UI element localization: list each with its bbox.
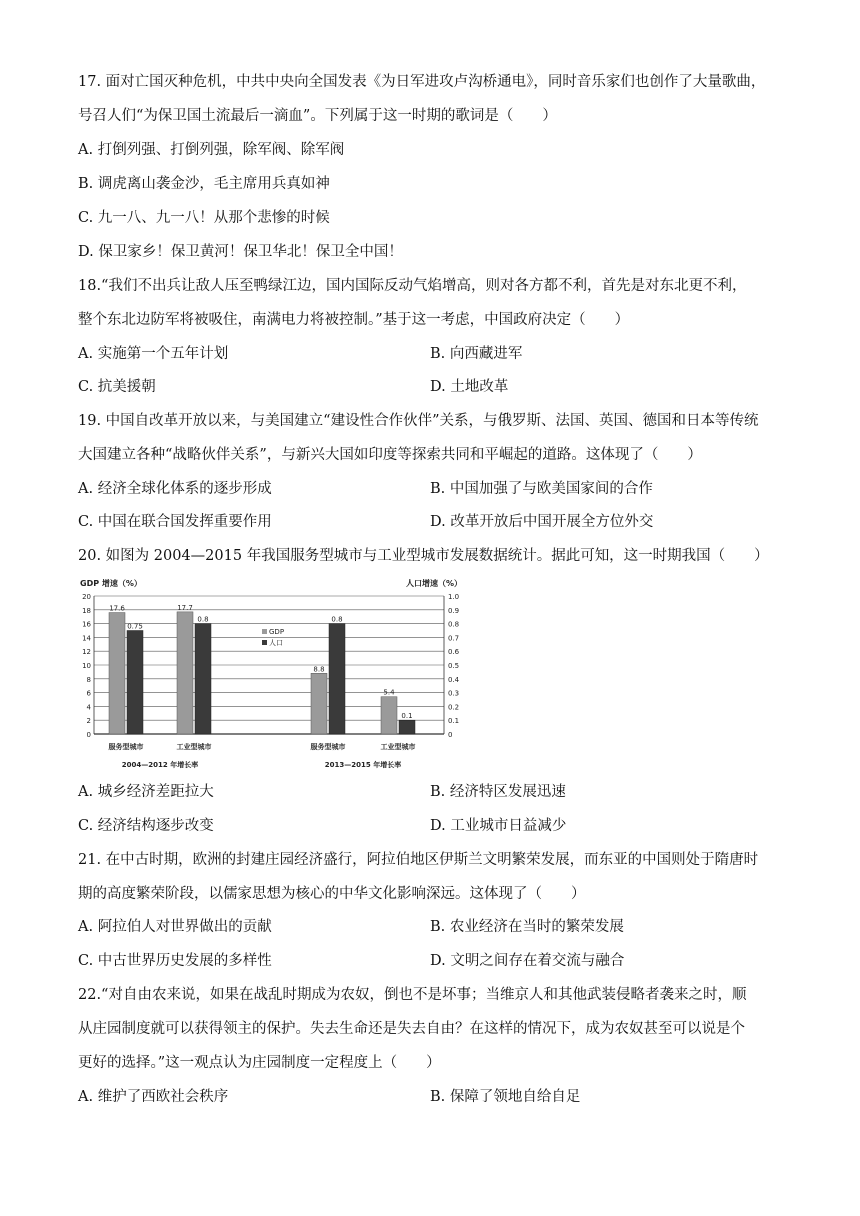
right-tick-label: 0.2 (448, 703, 460, 712)
right-tick-label: 0.1 (448, 717, 460, 726)
question-21-line-1: 21. 在中古时期，欧洲的封建庄园经济盛行，阿拉伯地区伊斯兰文明繁荣发展，而东亚的中国则处于隋唐时 (78, 852, 759, 868)
left-tick-label: 20 (82, 593, 91, 601)
option-17-c: C. 九一八、九一八！从那个悲惨的时候 (78, 210, 330, 226)
gdp-bar (311, 673, 327, 734)
question-21-line-2: 期的高度繁荣阶段，以儒家思想为核心的中华文化影响深远。这体现了（ ） (78, 886, 586, 902)
question-17-line-2: 号召人们“为保卫国土流最后一滴血”。下列属于这一时期的歌词是（ ） (78, 108, 557, 124)
left-tick-label: 8 (86, 675, 91, 684)
left-tick-label: 2 (86, 717, 91, 726)
gdp-bar (381, 697, 397, 734)
right-axis-ticks (448, 593, 460, 739)
left-tick-label: 12 (82, 648, 91, 657)
gdp-bar (177, 612, 193, 734)
category-label: 服务型城市 (310, 743, 346, 751)
population-data-label: 0.8 (331, 615, 343, 624)
option-21-a: A. 阿拉伯人对世界做出的贡献 (78, 919, 272, 935)
right-tick-label: 1.0 (448, 593, 460, 601)
group-label: 2004—2012 年增长率 (121, 761, 199, 769)
option-20-d: D. 工业城市日益减少 (430, 818, 567, 834)
option-18-c: C. 抗美援朝 (78, 379, 156, 395)
question-22-line-1: 22.“对自由农来说，如果在战乱时期成为农奴，倒也不是坏事；当维京人和其他武装侵略者袭来之时，顺 (78, 987, 747, 1003)
population-bar (399, 720, 415, 734)
question-22-line-3: 更好的选择。”这一观点认为庄园制度一定程度上（ ） (78, 1055, 441, 1071)
population-bar (329, 624, 345, 734)
option-19-d: D. 改革开放后中国开展全方位外交 (430, 514, 654, 530)
category-label: 工业型城市 (176, 743, 212, 751)
right-tick-label: 0.4 (448, 675, 460, 684)
gdp-data-label: 5.4 (383, 688, 395, 697)
right-tick-label: 0.9 (448, 606, 460, 615)
right-tick-label: 0.6 (448, 648, 460, 657)
option-18-b: B. 向西藏进军 (430, 346, 523, 362)
category-labels (109, 742, 416, 751)
question-20-line-1: 20. 如图为 2004—2015 年我国服务型城市与工业型城市发展数据统计。据此可知，这一时期我国（ ） (78, 548, 769, 564)
option-21-b: B. 农业经济在当时的繁荣发展 (430, 919, 624, 935)
right-tick-label: 0.5 (448, 662, 460, 670)
option-22-b: B. 保障了领地自给自足 (430, 1089, 581, 1105)
right-axis-label: 人口增速（%） (405, 579, 462, 588)
left-axis-ticks (82, 593, 91, 739)
population-data-label: 0.75 (127, 622, 143, 631)
option-18-a: A. 实施第一个五年计划 (78, 346, 229, 362)
option-17-d: D. 保卫家乡！保卫黄河！保卫华北！保卫全中国！ (78, 244, 403, 260)
option-18-d: D. 土地改革 (430, 379, 509, 395)
question-22-line-2: 从庄园制度就可以获得领主的保护。失去生命还是失去自由？在这样的情况下，成为农奴甚至可以说是个 (78, 1021, 745, 1037)
group-label: 2013—2015 年增长率 (324, 761, 402, 769)
gdp-data-label: 17.6 (109, 604, 125, 613)
option-19-a: A. 经济全球化体系的逐步形成 (78, 481, 272, 497)
category-label: 服务型城市 (108, 743, 144, 751)
gdp-bar (109, 613, 125, 734)
legend-gdp-swatch (262, 629, 267, 634)
group-labels (122, 760, 401, 769)
question-19-line-1: 19. 中国自改革开放以来，与美国建立“建设性合作伙伴”关系，与俄罗斯、法国、英国、德国和日本等传统 (78, 413, 759, 429)
option-21-d: D. 文明之间存在着交流与融合 (430, 953, 625, 969)
category-label: 工业型城市 (380, 743, 416, 751)
option-20-b: B. 经济特区发展迅速 (430, 784, 566, 800)
option-20-c: C. 经济结构逐步改变 (78, 818, 214, 834)
left-tick-label: 10 (82, 662, 91, 670)
right-tick-label: 0.3 (448, 689, 460, 698)
growth-chart (76, 576, 466, 774)
question-18-line-1: 18.“我们不出兵让敌人压至鸭绿江边，国内国际反动气焰增高，则对各方都不利，首先是对东北更不利， (78, 278, 747, 294)
option-19-b: B. 中国加强了与欧美国家间的合作 (430, 481, 653, 497)
right-tick-label: 0.7 (448, 634, 460, 643)
gdp-data-label: 8.8 (313, 665, 325, 674)
gdp-data-label: 17.7 (177, 603, 193, 612)
right-tick-label: 0.8 (448, 620, 460, 629)
left-tick-label: 4 (86, 703, 91, 712)
population-bar (195, 624, 211, 734)
option-20-a: A. 城乡经济差距拉大 (78, 784, 214, 800)
legend-pop-label: 人口 (269, 639, 283, 647)
option-19-c: C. 中国在联合国发挥重要作用 (78, 514, 272, 530)
option-21-c: C. 中古世界历史发展的多样性 (78, 953, 272, 969)
population-data-label: 0.1 (401, 712, 413, 721)
left-tick-label: 16 (82, 620, 91, 629)
left-tick-label: 0 (86, 731, 91, 739)
left-tick-label: 6 (86, 689, 91, 698)
right-tick-label: 0 (448, 731, 453, 739)
left-tick-label: 18 (82, 606, 91, 615)
option-17-a: A. 打倒列强、打倒列强，除军阀、除军阀 (78, 142, 345, 158)
legend-gdp-label: GDP (269, 628, 285, 636)
question-17-line-1: 17. 面对亡国灭种危机，中共中央向全国发表《为日军进攻卢沟桥通电》，同时音乐家们也创作了大量歌曲， (78, 74, 766, 90)
left-axis-label: GDP 增速（%） (80, 579, 142, 588)
question-19-line-2: 大国建立各种“战略伙伴关系”，与新兴大国如印度等探索共同和平崛起的道路。这体现了（ ） (78, 447, 702, 463)
option-17-b: B. 调虎离山袭金沙，毛主席用兵真如神 (78, 176, 330, 192)
option-22-a: A. 维护了西欧社会秩序 (78, 1089, 229, 1105)
population-bar (127, 631, 143, 735)
population-data-label: 0.8 (197, 615, 209, 624)
legend-pop-swatch (262, 640, 267, 645)
question-18-line-2: 整个东北边防军将被吸住，南满电力将被控制。”基于这一考虑，中国政府决定（ ） (78, 312, 630, 328)
left-tick-label: 14 (82, 634, 91, 643)
